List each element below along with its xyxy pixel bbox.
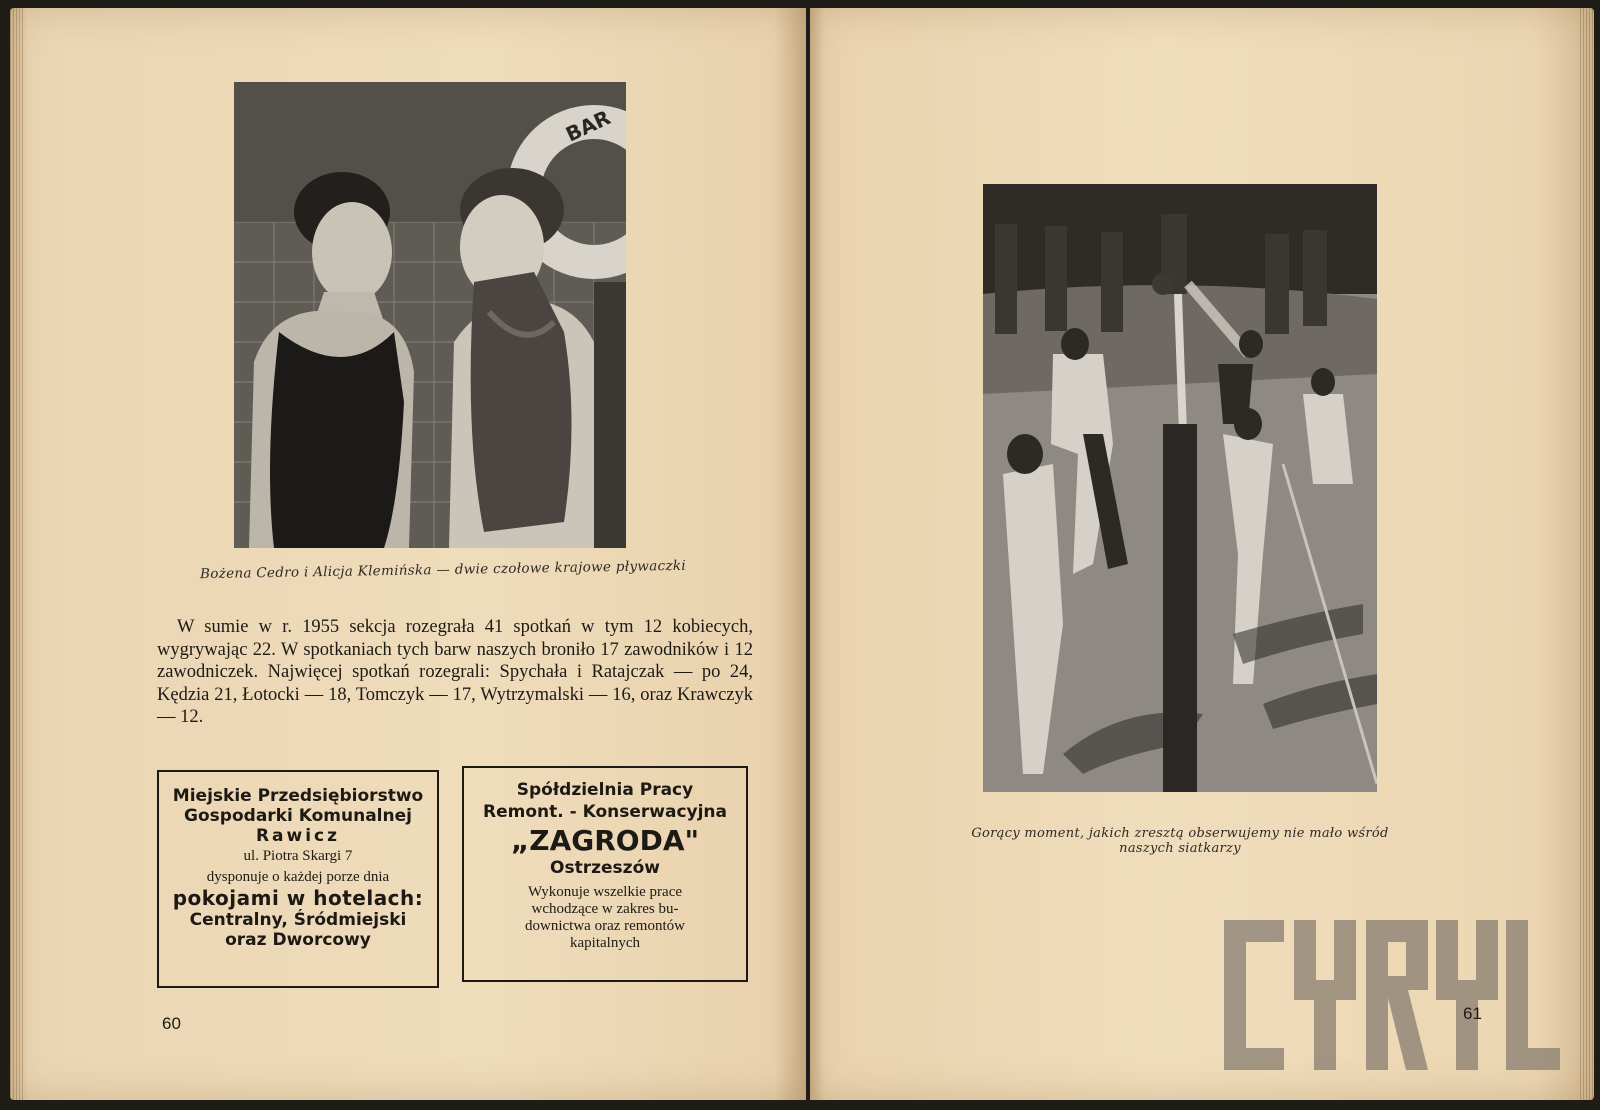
ad1-line1: Miejskie Przedsiębiorstwo [172,786,424,806]
ad1-line5: dysponuje o każdej porze dnia [206,869,390,885]
ad1-line8: oraz Dworcowy [225,930,371,950]
paragraph-text: W sumie w r. 1955 sekcja rozegrała 41 spotkań w tym 12 kobiecych, wygrywając 22. W spotkaniach tych barw naszych broniło 17 zawodników i 12 zawodniczek. Najwięcej spotkań rozegrali: Spychała i Ratajczak — po 24, Kędzia 21, Łotocki — 18, Tomczyk — 17, Wytrzymalski — 16, oraz Krawczyk — 12. [157,617,753,727]
ad2-line1: Spółdzielnia Pracy [516,780,694,800]
page-edge [10,8,24,1100]
ad2-line8: kapitalnych [570,935,640,951]
ad2-line2: Remont. - Konserwacyjna [482,802,728,822]
ad1-line2: Gospodarki Komunalnej [184,806,412,826]
volleyball-caption-line2: naszych siatkarzy [1119,841,1241,856]
ad-zagroda [462,766,748,982]
ad2-line5: Wykonuje wszelkie prace [527,884,683,900]
ad-municipal-enterprise [157,770,439,988]
swimmers-photo [234,82,626,548]
ad1-line3: Rawicz [255,826,341,846]
section-paragraph [157,616,753,729]
ad1-line4: ul. Piotra Skargi 7 [243,848,353,864]
ad1-line6: pokojami w hotelach: [172,886,424,910]
swimmers-caption: Bożena Cedro i Alicja Klemińska — dwie czołowe krajowe pływaczki [199,557,687,583]
lifebuoy-text: BAR [561,105,614,147]
ad1-line7: Centralny, Śródmiejski [189,910,407,930]
volleyball-photo [983,184,1377,792]
ad2-line3: „ZAGRODA" [510,824,700,857]
ad2-line4: Ostrzeszów [550,858,660,878]
ad2-line6: wchodzące w zakres bu- [531,901,679,917]
cyryl-watermark [1224,920,1560,1070]
watermark-logo [1224,920,1560,1070]
volleyball-caption [930,826,1430,856]
volleyball-photo-image [983,184,1377,792]
right-page-number: 61 [1463,1004,1482,1023]
ad2-line7: downictwa oraz remontów [525,918,685,934]
volleyball-caption-line1: Gorący moment, jakich zresztą obserwujemy nie mało wśród [971,826,1389,841]
swimmers-photo-image [234,82,626,548]
left-page-number: 60 [162,1014,181,1033]
page-edge [1580,8,1594,1100]
